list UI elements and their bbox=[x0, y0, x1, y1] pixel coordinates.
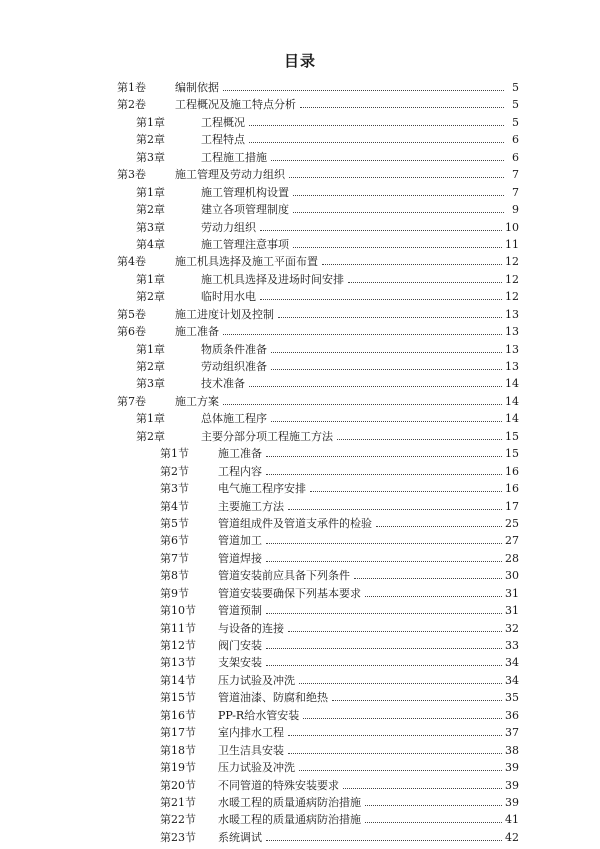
toc-entry-number: 第1章 bbox=[136, 185, 165, 199]
dot-leader bbox=[249, 375, 502, 387]
toc-entry-line bbox=[218, 620, 519, 637]
toc-entry-line bbox=[201, 236, 519, 253]
toc-entry-number: 第3节 bbox=[160, 482, 189, 496]
toc-entry[interactable] bbox=[117, 742, 519, 759]
toc-entry-page-number: 13 bbox=[504, 358, 519, 375]
toc-entry-line bbox=[218, 672, 519, 689]
dot-leader bbox=[288, 742, 502, 754]
toc-entry-line bbox=[218, 689, 519, 706]
dot-leader bbox=[303, 707, 502, 719]
toc-entry-line bbox=[201, 410, 519, 427]
toc-entry-line bbox=[218, 724, 519, 741]
toc-entry-page-number: 16 bbox=[504, 463, 519, 480]
toc-entry-line bbox=[218, 445, 519, 462]
toc-entry-page-number: 33 bbox=[504, 637, 519, 654]
toc-entry-title: 卫生洁具安装 bbox=[218, 742, 286, 759]
toc-entry-number: 第1节 bbox=[160, 447, 189, 461]
toc-entry-page-number: 15 bbox=[504, 428, 519, 445]
toc-entry-line bbox=[218, 532, 519, 549]
dot-leader bbox=[293, 184, 504, 196]
dot-leader bbox=[249, 131, 504, 143]
toc-entry-title: 水暖工程的质量通病防治措施 bbox=[218, 794, 363, 811]
toc-entry-number: 第15节 bbox=[160, 691, 196, 705]
toc-entry-title: 劳动组织准备 bbox=[201, 358, 269, 375]
toc-entry-line bbox=[201, 131, 519, 148]
toc-entry[interactable] bbox=[117, 236, 519, 253]
toc-entry[interactable] bbox=[117, 323, 519, 340]
toc-entry-line bbox=[218, 811, 519, 828]
toc-entry-title: 施工准备 bbox=[218, 445, 264, 462]
toc-entry[interactable] bbox=[117, 166, 519, 183]
toc-entry[interactable] bbox=[117, 114, 519, 131]
toc-entry-page-number: 6 bbox=[506, 131, 519, 148]
toc-entry-title: 管道组成件及管道支承件的检验 bbox=[218, 515, 374, 532]
toc-entry[interactable] bbox=[117, 585, 519, 602]
toc-entry-page-number: 31 bbox=[504, 585, 519, 602]
toc-entry[interactable] bbox=[117, 410, 519, 427]
dot-leader bbox=[266, 637, 502, 649]
toc-entry-number: 第1章 bbox=[136, 412, 165, 426]
toc-entry-title: 物质条件准备 bbox=[201, 341, 269, 358]
dot-leader bbox=[365, 585, 502, 597]
toc-entry-line bbox=[201, 288, 519, 305]
toc-entry-number: 第3章 bbox=[136, 150, 165, 164]
toc-entry[interactable] bbox=[117, 689, 519, 706]
toc-entry[interactable] bbox=[117, 271, 519, 288]
toc-entry-page-number: 9 bbox=[506, 201, 519, 218]
dot-leader bbox=[266, 602, 502, 614]
toc-entry-page-number: 30 bbox=[504, 567, 519, 584]
toc-entry-title: 施工进度计划及控制 bbox=[175, 306, 276, 323]
toc-entry-line bbox=[175, 393, 519, 410]
toc-entry-number: 第22节 bbox=[160, 813, 196, 827]
toc-entry-line bbox=[201, 341, 519, 358]
toc-entry-page-number: 17 bbox=[504, 498, 519, 515]
toc-entry-line bbox=[218, 707, 519, 724]
toc-entry-title: 编制依据 bbox=[175, 79, 221, 96]
toc-entry[interactable] bbox=[117, 480, 519, 497]
toc-entry-title: 支架安装 bbox=[218, 654, 264, 671]
toc-entry-line bbox=[218, 585, 519, 602]
toc-entry[interactable] bbox=[117, 375, 519, 392]
toc-entry-title: 施工机具选择及施工平面布置 bbox=[175, 253, 320, 270]
dot-leader bbox=[322, 253, 502, 265]
toc-entry-line bbox=[175, 306, 519, 323]
toc-entry-title: 不同管道的特殊安装要求 bbox=[218, 777, 341, 794]
toc-entry-number: 第3章 bbox=[136, 220, 165, 234]
dot-leader bbox=[271, 358, 502, 370]
toc-entry[interactable] bbox=[117, 445, 519, 462]
toc-entry-title: 主要施工方法 bbox=[218, 498, 286, 515]
dot-leader bbox=[271, 149, 504, 161]
toc-entry-number: 第10节 bbox=[160, 604, 196, 618]
toc-entry-number: 第12节 bbox=[160, 639, 196, 652]
toc-entry-line bbox=[201, 375, 519, 392]
toc-entry-page-number: 32 bbox=[504, 620, 519, 637]
toc-entry-line bbox=[218, 794, 519, 811]
toc-entry[interactable] bbox=[117, 724, 519, 741]
toc-entry[interactable] bbox=[117, 463, 519, 480]
dot-leader bbox=[266, 445, 502, 457]
toc-entry[interactable] bbox=[117, 672, 519, 689]
toc-entry-title: 劳动力组织 bbox=[201, 219, 258, 236]
toc-entry[interactable] bbox=[117, 602, 519, 619]
dot-leader bbox=[337, 428, 502, 440]
toc-entry-line bbox=[218, 829, 519, 846]
dot-leader bbox=[271, 410, 502, 422]
toc-entry-number: 第2卷 bbox=[117, 98, 146, 112]
toc-entry-line bbox=[201, 219, 519, 236]
toc-entry[interactable] bbox=[117, 393, 519, 410]
toc-entry-line bbox=[175, 253, 519, 270]
toc-entry-line bbox=[218, 567, 519, 584]
toc-entry[interactable] bbox=[117, 201, 519, 218]
toc-entry-line bbox=[201, 271, 519, 288]
toc-entry[interactable] bbox=[117, 707, 519, 724]
toc-entry-number: 第1章 bbox=[136, 115, 165, 129]
toc-entry-number: 第19节 bbox=[160, 761, 196, 775]
toc-entry-number: 第9节 bbox=[160, 586, 189, 600]
toc-entry-page-number: 34 bbox=[504, 654, 519, 671]
toc-entry-title: 管道安装要确保下列基本要求 bbox=[218, 585, 363, 602]
toc-entry-title: 施工管理注意事项 bbox=[201, 236, 291, 253]
toc-entry[interactable] bbox=[117, 794, 519, 811]
toc-entry-number: 第16节 bbox=[160, 708, 196, 722]
toc-entry-number: 第7卷 bbox=[117, 394, 146, 408]
dot-leader bbox=[348, 271, 502, 283]
toc-entry-number: 第2章 bbox=[136, 133, 165, 147]
toc-entry-line bbox=[175, 96, 519, 113]
toc-entry-title: 施工管理及劳动力组织 bbox=[175, 166, 287, 183]
toc-entry-number: 第11节 bbox=[160, 621, 196, 635]
toc-entry-number: 第13节 bbox=[160, 656, 196, 670]
toc-entry-title: 室内排水工程 bbox=[218, 724, 286, 741]
dot-leader bbox=[223, 393, 502, 405]
dot-leader bbox=[332, 689, 502, 701]
toc-entry-line bbox=[201, 184, 519, 201]
dot-leader bbox=[343, 777, 502, 789]
toc-entry[interactable] bbox=[117, 184, 519, 201]
toc-entry-page-number: 39 bbox=[504, 777, 519, 794]
toc-entry-page-number: 39 bbox=[504, 794, 519, 811]
toc-entry-line bbox=[201, 201, 519, 218]
dot-leader bbox=[266, 550, 502, 562]
toc-entry-line bbox=[201, 428, 519, 445]
toc-entry-number: 第20节 bbox=[160, 778, 196, 792]
toc-entry-title: 临时用水电 bbox=[201, 288, 258, 305]
toc-entry-title: 建立各项管理制度 bbox=[201, 201, 291, 218]
toc-entry-page-number: 42 bbox=[504, 829, 519, 846]
toc-entry-number: 第4章 bbox=[136, 237, 165, 251]
toc-entry[interactable] bbox=[117, 149, 519, 166]
toc-entry-number: 第1章 bbox=[136, 342, 165, 356]
toc-entry-page-number: 10 bbox=[504, 219, 519, 236]
toc-entry-number: 第5节 bbox=[160, 516, 189, 530]
dot-leader bbox=[310, 480, 502, 492]
dot-leader bbox=[288, 724, 502, 736]
dot-leader bbox=[223, 323, 502, 335]
toc-entry-number: 第2节 bbox=[160, 464, 189, 478]
toc-entry[interactable] bbox=[117, 829, 519, 846]
toc-entry-number: 第2章 bbox=[136, 290, 165, 304]
toc-entry[interactable] bbox=[117, 79, 519, 96]
toc-entry[interactable] bbox=[117, 288, 519, 305]
toc-entry-title: 电气施工程序安排 bbox=[218, 480, 308, 497]
toc-entry-title: 施工方案 bbox=[175, 393, 221, 410]
toc-entry-page-number: 25 bbox=[504, 515, 519, 532]
toc-entry-line bbox=[218, 759, 519, 776]
toc-entry-page-number: 38 bbox=[504, 742, 519, 759]
dot-leader bbox=[278, 306, 502, 318]
dot-leader bbox=[376, 515, 502, 527]
toc-entry-title: 工程特点 bbox=[201, 131, 247, 148]
toc-entry-page-number: 13 bbox=[504, 306, 519, 323]
toc-entry-page-number: 16 bbox=[504, 480, 519, 497]
toc-entry-page-number: 27 bbox=[504, 532, 519, 549]
toc-entry-line bbox=[201, 114, 519, 131]
toc-entry-number: 第4节 bbox=[160, 499, 189, 513]
dot-leader bbox=[365, 811, 502, 823]
dot-leader bbox=[266, 532, 502, 544]
dot-leader bbox=[299, 759, 502, 771]
toc-entry-page-number: 11 bbox=[504, 236, 519, 253]
toc-entry-number: 第6节 bbox=[160, 534, 189, 548]
toc-entry-line bbox=[201, 358, 519, 375]
dot-leader bbox=[288, 498, 502, 510]
toc-entry-number: 第1卷 bbox=[117, 81, 146, 94]
toc-entry[interactable] bbox=[117, 759, 519, 776]
toc-entry-page-number: 13 bbox=[504, 341, 519, 358]
toc-entry-title: 施工机具选择及进场时间安排 bbox=[201, 271, 346, 288]
dot-leader bbox=[260, 288, 502, 300]
toc-entry-number: 第14节 bbox=[160, 673, 196, 687]
toc-entry-number: 第3卷 bbox=[117, 168, 146, 182]
toc-entry-page-number: 5 bbox=[506, 79, 519, 96]
toc-entry-page-number: 5 bbox=[506, 96, 519, 113]
toc-entry-page-number: 35 bbox=[504, 689, 519, 706]
toc-entry-title: 水暖工程的质量通病防治措施 bbox=[218, 811, 363, 828]
toc-entry-line bbox=[218, 602, 519, 619]
dot-leader bbox=[293, 236, 502, 248]
toc-entry-title: 系统调试 bbox=[218, 829, 264, 846]
toc-entry-page-number: 14 bbox=[504, 410, 519, 427]
dot-leader bbox=[266, 829, 502, 841]
toc-entry-title: 管道焊接 bbox=[218, 550, 264, 567]
toc-entry-number: 第21节 bbox=[160, 795, 196, 809]
toc-entry-title: 总体施工程序 bbox=[201, 410, 269, 427]
toc-entry-number: 第6卷 bbox=[117, 325, 146, 339]
toc-entry-page-number: 36 bbox=[504, 707, 519, 724]
toc-entry-number: 第2章 bbox=[136, 360, 165, 373]
toc-entry[interactable] bbox=[117, 515, 519, 532]
toc-entry-page-number: 7 bbox=[506, 166, 519, 183]
toc-entry[interactable] bbox=[117, 498, 519, 515]
toc-entry-page-number: 12 bbox=[504, 288, 519, 305]
dot-leader bbox=[288, 620, 502, 632]
toc-entry-line bbox=[218, 463, 519, 480]
toc-entry-number: 第2章 bbox=[136, 203, 165, 217]
toc-entry-title: 压力试验及冲洗 bbox=[218, 759, 297, 776]
toc-entry-line bbox=[218, 637, 519, 654]
toc-entry[interactable] bbox=[117, 777, 519, 794]
toc-entry-title: 管道预制 bbox=[218, 602, 264, 619]
toc-entry-page-number: 41 bbox=[504, 811, 519, 828]
toc-entry-line bbox=[175, 79, 519, 96]
toc-entry-page-number: 13 bbox=[504, 323, 519, 340]
dot-leader bbox=[365, 794, 502, 806]
table-of-contents bbox=[117, 79, 519, 846]
toc-entry-number: 第18节 bbox=[160, 743, 196, 757]
toc-entry-title: 压力试验及冲洗 bbox=[218, 672, 297, 689]
toc-entry-title: 工程概况 bbox=[201, 114, 247, 131]
toc-entry-line bbox=[218, 654, 519, 671]
toc-entry-line bbox=[175, 323, 519, 340]
toc-entry-line bbox=[175, 166, 519, 183]
toc-entry[interactable] bbox=[117, 654, 519, 671]
toc-entry-page-number: 12 bbox=[504, 253, 519, 270]
toc-entry[interactable] bbox=[117, 131, 519, 148]
toc-entry-number: 第7节 bbox=[160, 551, 189, 565]
toc-entry[interactable] bbox=[117, 811, 519, 828]
toc-entry[interactable] bbox=[117, 219, 519, 236]
page-title: 目录 bbox=[283, 52, 316, 70]
dot-leader bbox=[293, 201, 504, 213]
toc-entry[interactable] bbox=[117, 253, 519, 270]
toc-entry-page-number: 14 bbox=[504, 375, 519, 392]
toc-entry-title: 工程施工措施 bbox=[201, 149, 269, 166]
toc-entry-line bbox=[218, 777, 519, 794]
toc-entry-page-number: 15 bbox=[504, 445, 519, 462]
toc-entry-number: 第23节 bbox=[160, 830, 196, 844]
toc-entry-line bbox=[218, 515, 519, 532]
dot-leader bbox=[271, 341, 502, 353]
toc-entry-title: 工程概况及施工特点分析 bbox=[175, 96, 298, 113]
toc-entry[interactable] bbox=[117, 306, 519, 323]
toc-entry-number: 第2章 bbox=[136, 429, 165, 443]
toc-entry-number: 第17节 bbox=[160, 726, 196, 740]
toc-entry-title: 技术准备 bbox=[201, 375, 247, 392]
dot-leader bbox=[266, 654, 502, 666]
dot-leader bbox=[249, 114, 504, 126]
toc-entry[interactable] bbox=[117, 620, 519, 637]
toc-entry[interactable] bbox=[117, 567, 519, 584]
toc-entry-title: 工程内容 bbox=[218, 463, 264, 480]
toc-entry-title: 阀门安装 bbox=[218, 637, 264, 654]
dot-leader bbox=[223, 79, 504, 91]
toc-entry-page-number: 12 bbox=[504, 271, 519, 288]
dot-leader bbox=[300, 96, 504, 108]
toc-entry[interactable] bbox=[117, 341, 519, 358]
toc-entry-title: 与设备的连接 bbox=[218, 620, 286, 637]
toc-entry-line bbox=[218, 742, 519, 759]
toc-entry[interactable] bbox=[117, 637, 519, 654]
toc-entry-title: 主要分部分项工程施工方法 bbox=[201, 428, 335, 445]
toc-entry-title: 管道安装前应具备下列条件 bbox=[218, 567, 352, 584]
dot-leader bbox=[260, 219, 502, 231]
toc-entry-line bbox=[201, 149, 519, 166]
toc-entry-page-number: 7 bbox=[506, 184, 519, 201]
toc-entry[interactable] bbox=[117, 96, 519, 113]
dot-leader bbox=[299, 672, 502, 684]
toc-entry-title: 施工准备 bbox=[175, 323, 221, 340]
toc-entry[interactable] bbox=[117, 550, 519, 567]
toc-entry-page-number: 34 bbox=[504, 672, 519, 689]
toc-entry-page-number: 31 bbox=[504, 602, 519, 619]
dot-leader bbox=[289, 166, 504, 178]
toc-entry-title: 管道油漆、防腐和绝热 bbox=[218, 689, 330, 706]
toc-entry[interactable] bbox=[117, 358, 519, 375]
toc-entry-number: 第3章 bbox=[136, 377, 165, 391]
toc-entry-title: 施工管理机构设置 bbox=[201, 184, 291, 201]
dot-leader bbox=[354, 567, 502, 579]
toc-entry-page-number: 5 bbox=[506, 114, 519, 131]
toc-entry-line bbox=[218, 480, 519, 497]
toc-entry-page-number: 37 bbox=[504, 724, 519, 741]
toc-entry-title: PP-R给水管安装 bbox=[218, 707, 301, 724]
toc-entry-page-number: 6 bbox=[506, 149, 519, 166]
toc-entry[interactable] bbox=[117, 428, 519, 445]
toc-entry-line bbox=[218, 498, 519, 515]
toc-entry-line bbox=[218, 550, 519, 567]
toc-entry-number: 第5卷 bbox=[117, 307, 146, 321]
toc-entry-number: 第8节 bbox=[160, 569, 189, 583]
toc-entry-number: 第4卷 bbox=[117, 255, 146, 269]
toc-entry[interactable] bbox=[117, 532, 519, 549]
toc-entry-page-number: 14 bbox=[504, 393, 519, 410]
toc-entry-number: 第1章 bbox=[136, 272, 165, 286]
toc-entry-page-number: 39 bbox=[504, 759, 519, 776]
toc-entry-title: 管道加工 bbox=[218, 532, 264, 549]
toc-entry-page-number: 28 bbox=[504, 550, 519, 567]
dot-leader bbox=[266, 463, 502, 475]
